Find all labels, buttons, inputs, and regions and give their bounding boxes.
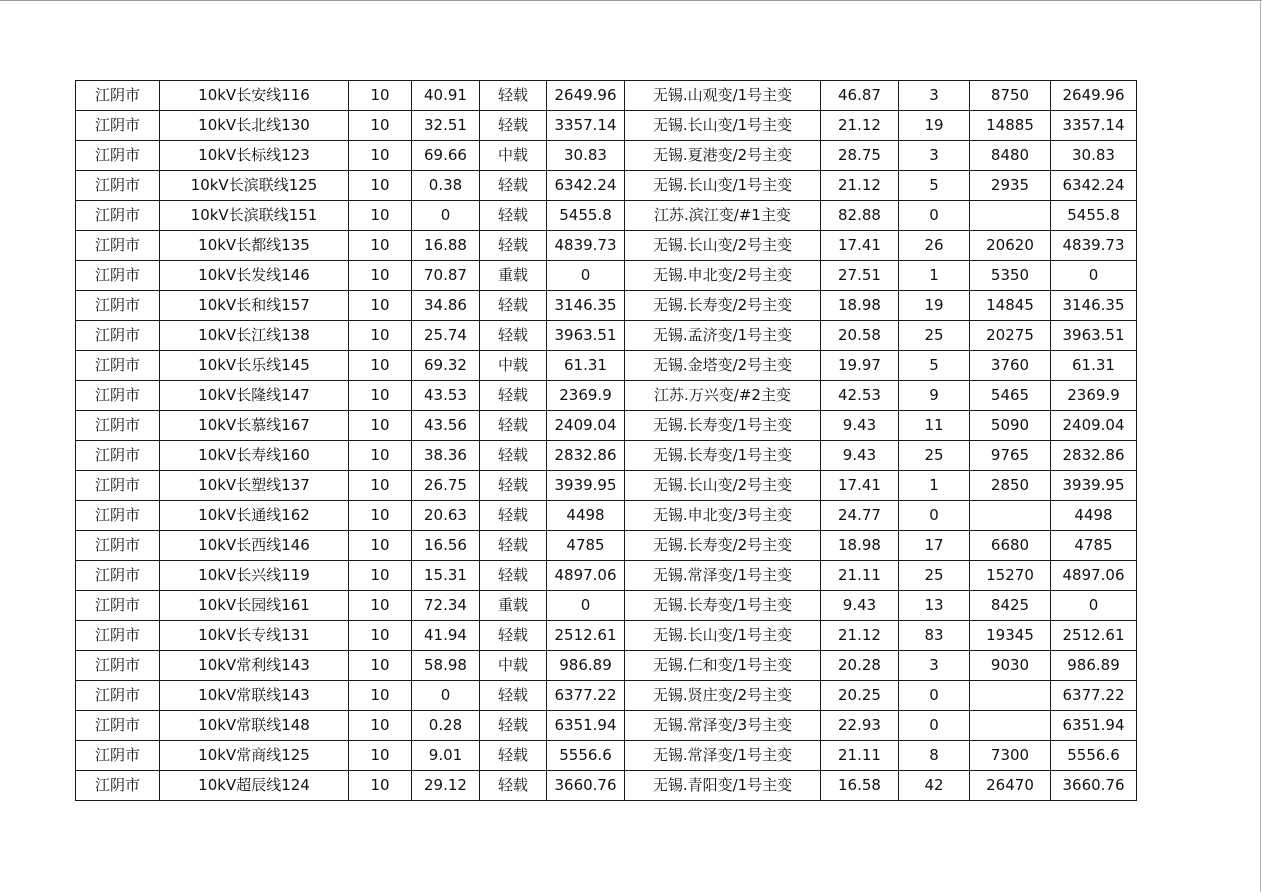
voltage-cell: 10: [349, 621, 412, 651]
load-status-cell: 轻载: [480, 81, 547, 111]
count-cell: 25: [899, 561, 970, 591]
transformer-cell: 无锡.贤庄变/2号主变: [625, 681, 821, 711]
city-cell: 江阴市: [76, 711, 160, 741]
load-rate-cell: 34.86: [412, 291, 480, 321]
capacity-cell: 4839.73: [547, 231, 625, 261]
line-name-cell: 10kV长江线138: [160, 321, 349, 351]
available-capacity-cell: 6342.24: [1051, 171, 1137, 201]
count-cell: 17: [899, 531, 970, 561]
transformer-load-cell: 19.97: [821, 351, 899, 381]
voltage-cell: 10: [349, 321, 412, 351]
city-cell: 江阴市: [76, 531, 160, 561]
total-capacity-cell: 5465: [970, 381, 1051, 411]
total-capacity-cell: 14845: [970, 291, 1051, 321]
count-cell: 0: [899, 711, 970, 741]
transformer-cell: 江苏.滨江变/#1主变: [625, 201, 821, 231]
voltage-cell: 10: [349, 411, 412, 441]
transformer-cell: 无锡.金塔变/2号主变: [625, 351, 821, 381]
available-capacity-cell: 4498: [1051, 501, 1137, 531]
load-status-cell: 轻载: [480, 441, 547, 471]
table-row: [76, 591, 1137, 621]
line-name-cell: 10kV长都线135: [160, 231, 349, 261]
transformer-load-cell: 20.58: [821, 321, 899, 351]
load-rate-cell: 25.74: [412, 321, 480, 351]
load-rate-cell: 16.88: [412, 231, 480, 261]
transformer-load-cell: 42.53: [821, 381, 899, 411]
load-rate-cell: 32.51: [412, 111, 480, 141]
city-cell: 江阴市: [76, 681, 160, 711]
available-capacity-cell: 3963.51: [1051, 321, 1137, 351]
page-right-border: [1260, 0, 1261, 892]
line-name-cell: 10kV长隆线147: [160, 381, 349, 411]
capacity-cell: 0: [547, 591, 625, 621]
city-cell: 江阴市: [76, 381, 160, 411]
line-name-cell: 10kV长标线123: [160, 141, 349, 171]
total-capacity-cell: [970, 201, 1051, 231]
capacity-cell: 3939.95: [547, 471, 625, 501]
total-capacity-cell: 8750: [970, 81, 1051, 111]
line-name-cell: 10kV长西线146: [160, 531, 349, 561]
table-row: [76, 81, 1137, 111]
load-rate-cell: 69.66: [412, 141, 480, 171]
line-name-cell: 10kV长北线130: [160, 111, 349, 141]
count-cell: 5: [899, 351, 970, 381]
load-status-cell: 轻载: [480, 621, 547, 651]
table-body: [76, 81, 1137, 801]
line-name-cell: 10kV长和线157: [160, 291, 349, 321]
line-name-cell: 10kV长发线146: [160, 261, 349, 291]
table-row: [76, 381, 1137, 411]
capacity-cell: 2512.61: [547, 621, 625, 651]
load-rate-cell: 72.34: [412, 591, 480, 621]
available-capacity-cell: 2649.96: [1051, 81, 1137, 111]
load-rate-cell: 70.87: [412, 261, 480, 291]
line-name-cell: 10kV长兴线119: [160, 561, 349, 591]
voltage-cell: 10: [349, 651, 412, 681]
transformer-load-cell: 28.75: [821, 141, 899, 171]
count-cell: 3: [899, 81, 970, 111]
city-cell: 江阴市: [76, 291, 160, 321]
total-capacity-cell: [970, 681, 1051, 711]
load-status-cell: 轻载: [480, 771, 547, 801]
table-row: [76, 111, 1137, 141]
load-status-cell: 轻载: [480, 471, 547, 501]
voltage-cell: 10: [349, 291, 412, 321]
load-rate-cell: 26.75: [412, 471, 480, 501]
line-name-cell: 10kV长慕线167: [160, 411, 349, 441]
total-capacity-cell: 15270: [970, 561, 1051, 591]
line-name-cell: 10kV长专线131: [160, 621, 349, 651]
load-rate-cell: 0.28: [412, 711, 480, 741]
transformer-load-cell: 17.41: [821, 471, 899, 501]
transformer-load-cell: 9.43: [821, 591, 899, 621]
voltage-cell: 10: [349, 381, 412, 411]
count-cell: 9: [899, 381, 970, 411]
total-capacity-cell: 8425: [970, 591, 1051, 621]
transformer-load-cell: 9.43: [821, 441, 899, 471]
transformer-load-cell: 18.98: [821, 531, 899, 561]
table-row: [76, 561, 1137, 591]
table-row: [76, 711, 1137, 741]
transformer-cell: 无锡.青阳变/1号主变: [625, 771, 821, 801]
total-capacity-cell: 7300: [970, 741, 1051, 771]
city-cell: 江阴市: [76, 561, 160, 591]
load-status-cell: 重载: [480, 261, 547, 291]
table-row: [76, 441, 1137, 471]
transformer-cell: 无锡.仁和变/1号主变: [625, 651, 821, 681]
load-rate-cell: 40.91: [412, 81, 480, 111]
available-capacity-cell: 5556.6: [1051, 741, 1137, 771]
count-cell: 11: [899, 411, 970, 441]
city-cell: 江阴市: [76, 771, 160, 801]
transformer-cell: 无锡.长寿变/2号主变: [625, 531, 821, 561]
available-capacity-cell: 5455.8: [1051, 201, 1137, 231]
count-cell: 25: [899, 321, 970, 351]
voltage-cell: 10: [349, 591, 412, 621]
count-cell: 5: [899, 171, 970, 201]
transformer-load-cell: 20.25: [821, 681, 899, 711]
capacity-cell: 2369.9: [547, 381, 625, 411]
count-cell: 3: [899, 651, 970, 681]
line-name-cell: 10kV长安线116: [160, 81, 349, 111]
load-rate-cell: 69.32: [412, 351, 480, 381]
available-capacity-cell: 30.83: [1051, 141, 1137, 171]
table-row: [76, 621, 1137, 651]
count-cell: 8: [899, 741, 970, 771]
load-rate-cell: 38.36: [412, 441, 480, 471]
available-capacity-cell: 4839.73: [1051, 231, 1137, 261]
transformer-cell: 无锡.长寿变/1号主变: [625, 411, 821, 441]
capacity-cell: 61.31: [547, 351, 625, 381]
count-cell: 0: [899, 501, 970, 531]
line-name-cell: 10kV长乐线145: [160, 351, 349, 381]
load-rate-cell: 0.38: [412, 171, 480, 201]
transformer-cell: 无锡.长寿变/2号主变: [625, 291, 821, 321]
voltage-cell: 10: [349, 441, 412, 471]
capacity-cell: 4897.06: [547, 561, 625, 591]
count-cell: 83: [899, 621, 970, 651]
city-cell: 江阴市: [76, 651, 160, 681]
load-status-cell: 轻载: [480, 411, 547, 441]
count-cell: 1: [899, 261, 970, 291]
transformer-load-cell: 17.41: [821, 231, 899, 261]
transformer-load-cell: 18.98: [821, 291, 899, 321]
transformer-cell: 无锡.申北变/3号主变: [625, 501, 821, 531]
transformer-load-cell: 9.43: [821, 411, 899, 441]
line-name-cell: 10kV长滨联线125: [160, 171, 349, 201]
load-status-cell: 轻载: [480, 561, 547, 591]
available-capacity-cell: 6377.22: [1051, 681, 1137, 711]
count-cell: 26: [899, 231, 970, 261]
total-capacity-cell: 5350: [970, 261, 1051, 291]
transformer-cell: 无锡.长寿变/1号主变: [625, 591, 821, 621]
available-capacity-cell: 6351.94: [1051, 711, 1137, 741]
load-status-cell: 中载: [480, 141, 547, 171]
available-capacity-cell: 986.89: [1051, 651, 1137, 681]
line-name-cell: 10kV常联线143: [160, 681, 349, 711]
capacity-cell: 2649.96: [547, 81, 625, 111]
table-row: [76, 741, 1137, 771]
city-cell: 江阴市: [76, 111, 160, 141]
city-cell: 江阴市: [76, 501, 160, 531]
available-capacity-cell: 2369.9: [1051, 381, 1137, 411]
load-status-cell: 轻载: [480, 741, 547, 771]
total-capacity-cell: 3760: [970, 351, 1051, 381]
page-top-border: [0, 0, 1262, 1]
voltage-cell: 10: [349, 531, 412, 561]
capacity-cell: 0: [547, 261, 625, 291]
transformer-cell: 无锡.长寿变/1号主变: [625, 441, 821, 471]
voltage-cell: 10: [349, 741, 412, 771]
table-row: [76, 681, 1137, 711]
voltage-cell: 10: [349, 471, 412, 501]
city-cell: 江阴市: [76, 741, 160, 771]
count-cell: 0: [899, 681, 970, 711]
line-name-cell: 10kV长滨联线151: [160, 201, 349, 231]
line-name-cell: 10kV长通线162: [160, 501, 349, 531]
city-cell: 江阴市: [76, 441, 160, 471]
line-name-cell: 10kV长园线161: [160, 591, 349, 621]
total-capacity-cell: 5090: [970, 411, 1051, 441]
total-capacity-cell: 2850: [970, 471, 1051, 501]
available-capacity-cell: 3146.35: [1051, 291, 1137, 321]
transformer-load-cell: 82.88: [821, 201, 899, 231]
line-name-cell: 10kV常商线125: [160, 741, 349, 771]
capacity-cell: 2832.86: [547, 441, 625, 471]
transformer-load-cell: 22.93: [821, 711, 899, 741]
table-row: [76, 231, 1137, 261]
line-name-cell: 10kV超辰线124: [160, 771, 349, 801]
table-row: [76, 261, 1137, 291]
available-capacity-cell: 2832.86: [1051, 441, 1137, 471]
voltage-cell: 10: [349, 681, 412, 711]
load-rate-cell: 58.98: [412, 651, 480, 681]
load-status-cell: 轻载: [480, 711, 547, 741]
available-capacity-cell: 3939.95: [1051, 471, 1137, 501]
available-capacity-cell: 3660.76: [1051, 771, 1137, 801]
table-row: [76, 471, 1137, 501]
table-row: [76, 351, 1137, 381]
transformer-cell: 无锡.长山变/1号主变: [625, 621, 821, 651]
transformer-cell: 无锡.常泽变/1号主变: [625, 561, 821, 591]
transformer-cell: 无锡.长山变/1号主变: [625, 171, 821, 201]
load-rate-cell: 20.63: [412, 501, 480, 531]
transformer-cell: 无锡.常泽变/1号主变: [625, 741, 821, 771]
city-cell: 江阴市: [76, 591, 160, 621]
table-row: [76, 291, 1137, 321]
available-capacity-cell: 0: [1051, 591, 1137, 621]
table-row: [76, 171, 1137, 201]
table-row: [76, 141, 1137, 171]
voltage-cell: 10: [349, 171, 412, 201]
transformer-load-cell: 20.28: [821, 651, 899, 681]
table-row: [76, 531, 1137, 561]
load-rate-cell: 29.12: [412, 771, 480, 801]
load-status-cell: 轻载: [480, 231, 547, 261]
city-cell: 江阴市: [76, 141, 160, 171]
transformer-cell: 无锡.长山变/1号主变: [625, 111, 821, 141]
load-status-cell: 轻载: [480, 321, 547, 351]
voltage-cell: 10: [349, 501, 412, 531]
load-rate-cell: 43.53: [412, 381, 480, 411]
line-name-cell: 10kV长塑线137: [160, 471, 349, 501]
load-status-cell: 轻载: [480, 201, 547, 231]
total-capacity-cell: 2935: [970, 171, 1051, 201]
line-name-cell: 10kV长寿线160: [160, 441, 349, 471]
load-status-cell: 中载: [480, 651, 547, 681]
total-capacity-cell: 20620: [970, 231, 1051, 261]
capacity-cell: 3963.51: [547, 321, 625, 351]
voltage-cell: 10: [349, 201, 412, 231]
city-cell: 江阴市: [76, 411, 160, 441]
load-status-cell: 轻载: [480, 381, 547, 411]
transformer-cell: 无锡.长山变/2号主变: [625, 471, 821, 501]
capacity-cell: 30.83: [547, 141, 625, 171]
available-capacity-cell: 4785: [1051, 531, 1137, 561]
capacity-cell: 2409.04: [547, 411, 625, 441]
transformer-load-cell: 21.12: [821, 621, 899, 651]
table-row: [76, 651, 1137, 681]
capacity-cell: 986.89: [547, 651, 625, 681]
count-cell: 19: [899, 111, 970, 141]
city-cell: 江阴市: [76, 321, 160, 351]
available-capacity-cell: 4897.06: [1051, 561, 1137, 591]
total-capacity-cell: 9765: [970, 441, 1051, 471]
load-status-cell: 轻载: [480, 171, 547, 201]
capacity-cell: 6342.24: [547, 171, 625, 201]
table-row: [76, 501, 1137, 531]
total-capacity-cell: 26470: [970, 771, 1051, 801]
load-status-cell: 轻载: [480, 681, 547, 711]
voltage-cell: 10: [349, 141, 412, 171]
city-cell: 江阴市: [76, 261, 160, 291]
city-cell: 江阴市: [76, 351, 160, 381]
city-cell: 江阴市: [76, 201, 160, 231]
total-capacity-cell: [970, 711, 1051, 741]
load-status-cell: 轻载: [480, 291, 547, 321]
capacity-cell: 4498: [547, 501, 625, 531]
transformer-load-cell: 46.87: [821, 81, 899, 111]
transformer-load-cell: 21.12: [821, 171, 899, 201]
available-capacity-cell: 3357.14: [1051, 111, 1137, 141]
load-rate-cell: 9.01: [412, 741, 480, 771]
load-status-cell: 中载: [480, 351, 547, 381]
available-capacity-cell: 0: [1051, 261, 1137, 291]
total-capacity-cell: [970, 501, 1051, 531]
transformer-cell: 无锡.夏港变/2号主变: [625, 141, 821, 171]
line-name-cell: 10kV常利线143: [160, 651, 349, 681]
available-capacity-cell: 2409.04: [1051, 411, 1137, 441]
total-capacity-cell: 6680: [970, 531, 1051, 561]
city-cell: 江阴市: [76, 171, 160, 201]
load-rate-cell: 0: [412, 681, 480, 711]
voltage-cell: 10: [349, 711, 412, 741]
transformer-load-cell: 24.77: [821, 501, 899, 531]
capacity-cell: 3146.35: [547, 291, 625, 321]
total-capacity-cell: 14885: [970, 111, 1051, 141]
total-capacity-cell: 19345: [970, 621, 1051, 651]
transformer-cell: 无锡.常泽变/3号主变: [625, 711, 821, 741]
voltage-cell: 10: [349, 111, 412, 141]
load-status-cell: 轻载: [480, 531, 547, 561]
capacity-cell: 5556.6: [547, 741, 625, 771]
voltage-cell: 10: [349, 351, 412, 381]
transformer-load-cell: 27.51: [821, 261, 899, 291]
count-cell: 19: [899, 291, 970, 321]
available-capacity-cell: 61.31: [1051, 351, 1137, 381]
transformer-cell: 无锡.孟济变/1号主变: [625, 321, 821, 351]
load-status-cell: 重载: [480, 591, 547, 621]
total-capacity-cell: 20275: [970, 321, 1051, 351]
count-cell: 0: [899, 201, 970, 231]
capacity-cell: 6377.22: [547, 681, 625, 711]
voltage-cell: 10: [349, 261, 412, 291]
feeder-load-table: [75, 80, 1137, 801]
table-row: [76, 411, 1137, 441]
city-cell: 江阴市: [76, 621, 160, 651]
available-capacity-cell: 2512.61: [1051, 621, 1137, 651]
transformer-load-cell: 16.58: [821, 771, 899, 801]
transformer-cell: 江苏.万兴变/#2主变: [625, 381, 821, 411]
count-cell: 42: [899, 771, 970, 801]
capacity-cell: 6351.94: [547, 711, 625, 741]
count-cell: 13: [899, 591, 970, 621]
voltage-cell: 10: [349, 81, 412, 111]
load-rate-cell: 43.56: [412, 411, 480, 441]
transformer-load-cell: 21.11: [821, 561, 899, 591]
capacity-cell: 4785: [547, 531, 625, 561]
city-cell: 江阴市: [76, 81, 160, 111]
voltage-cell: 10: [349, 561, 412, 591]
capacity-cell: 3660.76: [547, 771, 625, 801]
table-row: [76, 201, 1137, 231]
table-row: [76, 771, 1137, 801]
load-rate-cell: 15.31: [412, 561, 480, 591]
transformer-cell: 无锡.山观变/1号主变: [625, 81, 821, 111]
line-name-cell: 10kV常联线148: [160, 711, 349, 741]
city-cell: 江阴市: [76, 471, 160, 501]
count-cell: 25: [899, 441, 970, 471]
transformer-cell: 无锡.申北变/2号主变: [625, 261, 821, 291]
load-rate-cell: 16.56: [412, 531, 480, 561]
total-capacity-cell: 9030: [970, 651, 1051, 681]
capacity-cell: 3357.14: [547, 111, 625, 141]
capacity-cell: 5455.8: [547, 201, 625, 231]
transformer-load-cell: 21.12: [821, 111, 899, 141]
voltage-cell: 10: [349, 771, 412, 801]
load-status-cell: 轻载: [480, 111, 547, 141]
count-cell: 3: [899, 141, 970, 171]
count-cell: 1: [899, 471, 970, 501]
voltage-cell: 10: [349, 231, 412, 261]
table-row: [76, 321, 1137, 351]
transformer-load-cell: 21.11: [821, 741, 899, 771]
load-rate-cell: 0: [412, 201, 480, 231]
transformer-cell: 无锡.长山变/2号主变: [625, 231, 821, 261]
load-status-cell: 轻载: [480, 501, 547, 531]
city-cell: 江阴市: [76, 231, 160, 261]
total-capacity-cell: 8480: [970, 141, 1051, 171]
load-rate-cell: 41.94: [412, 621, 480, 651]
